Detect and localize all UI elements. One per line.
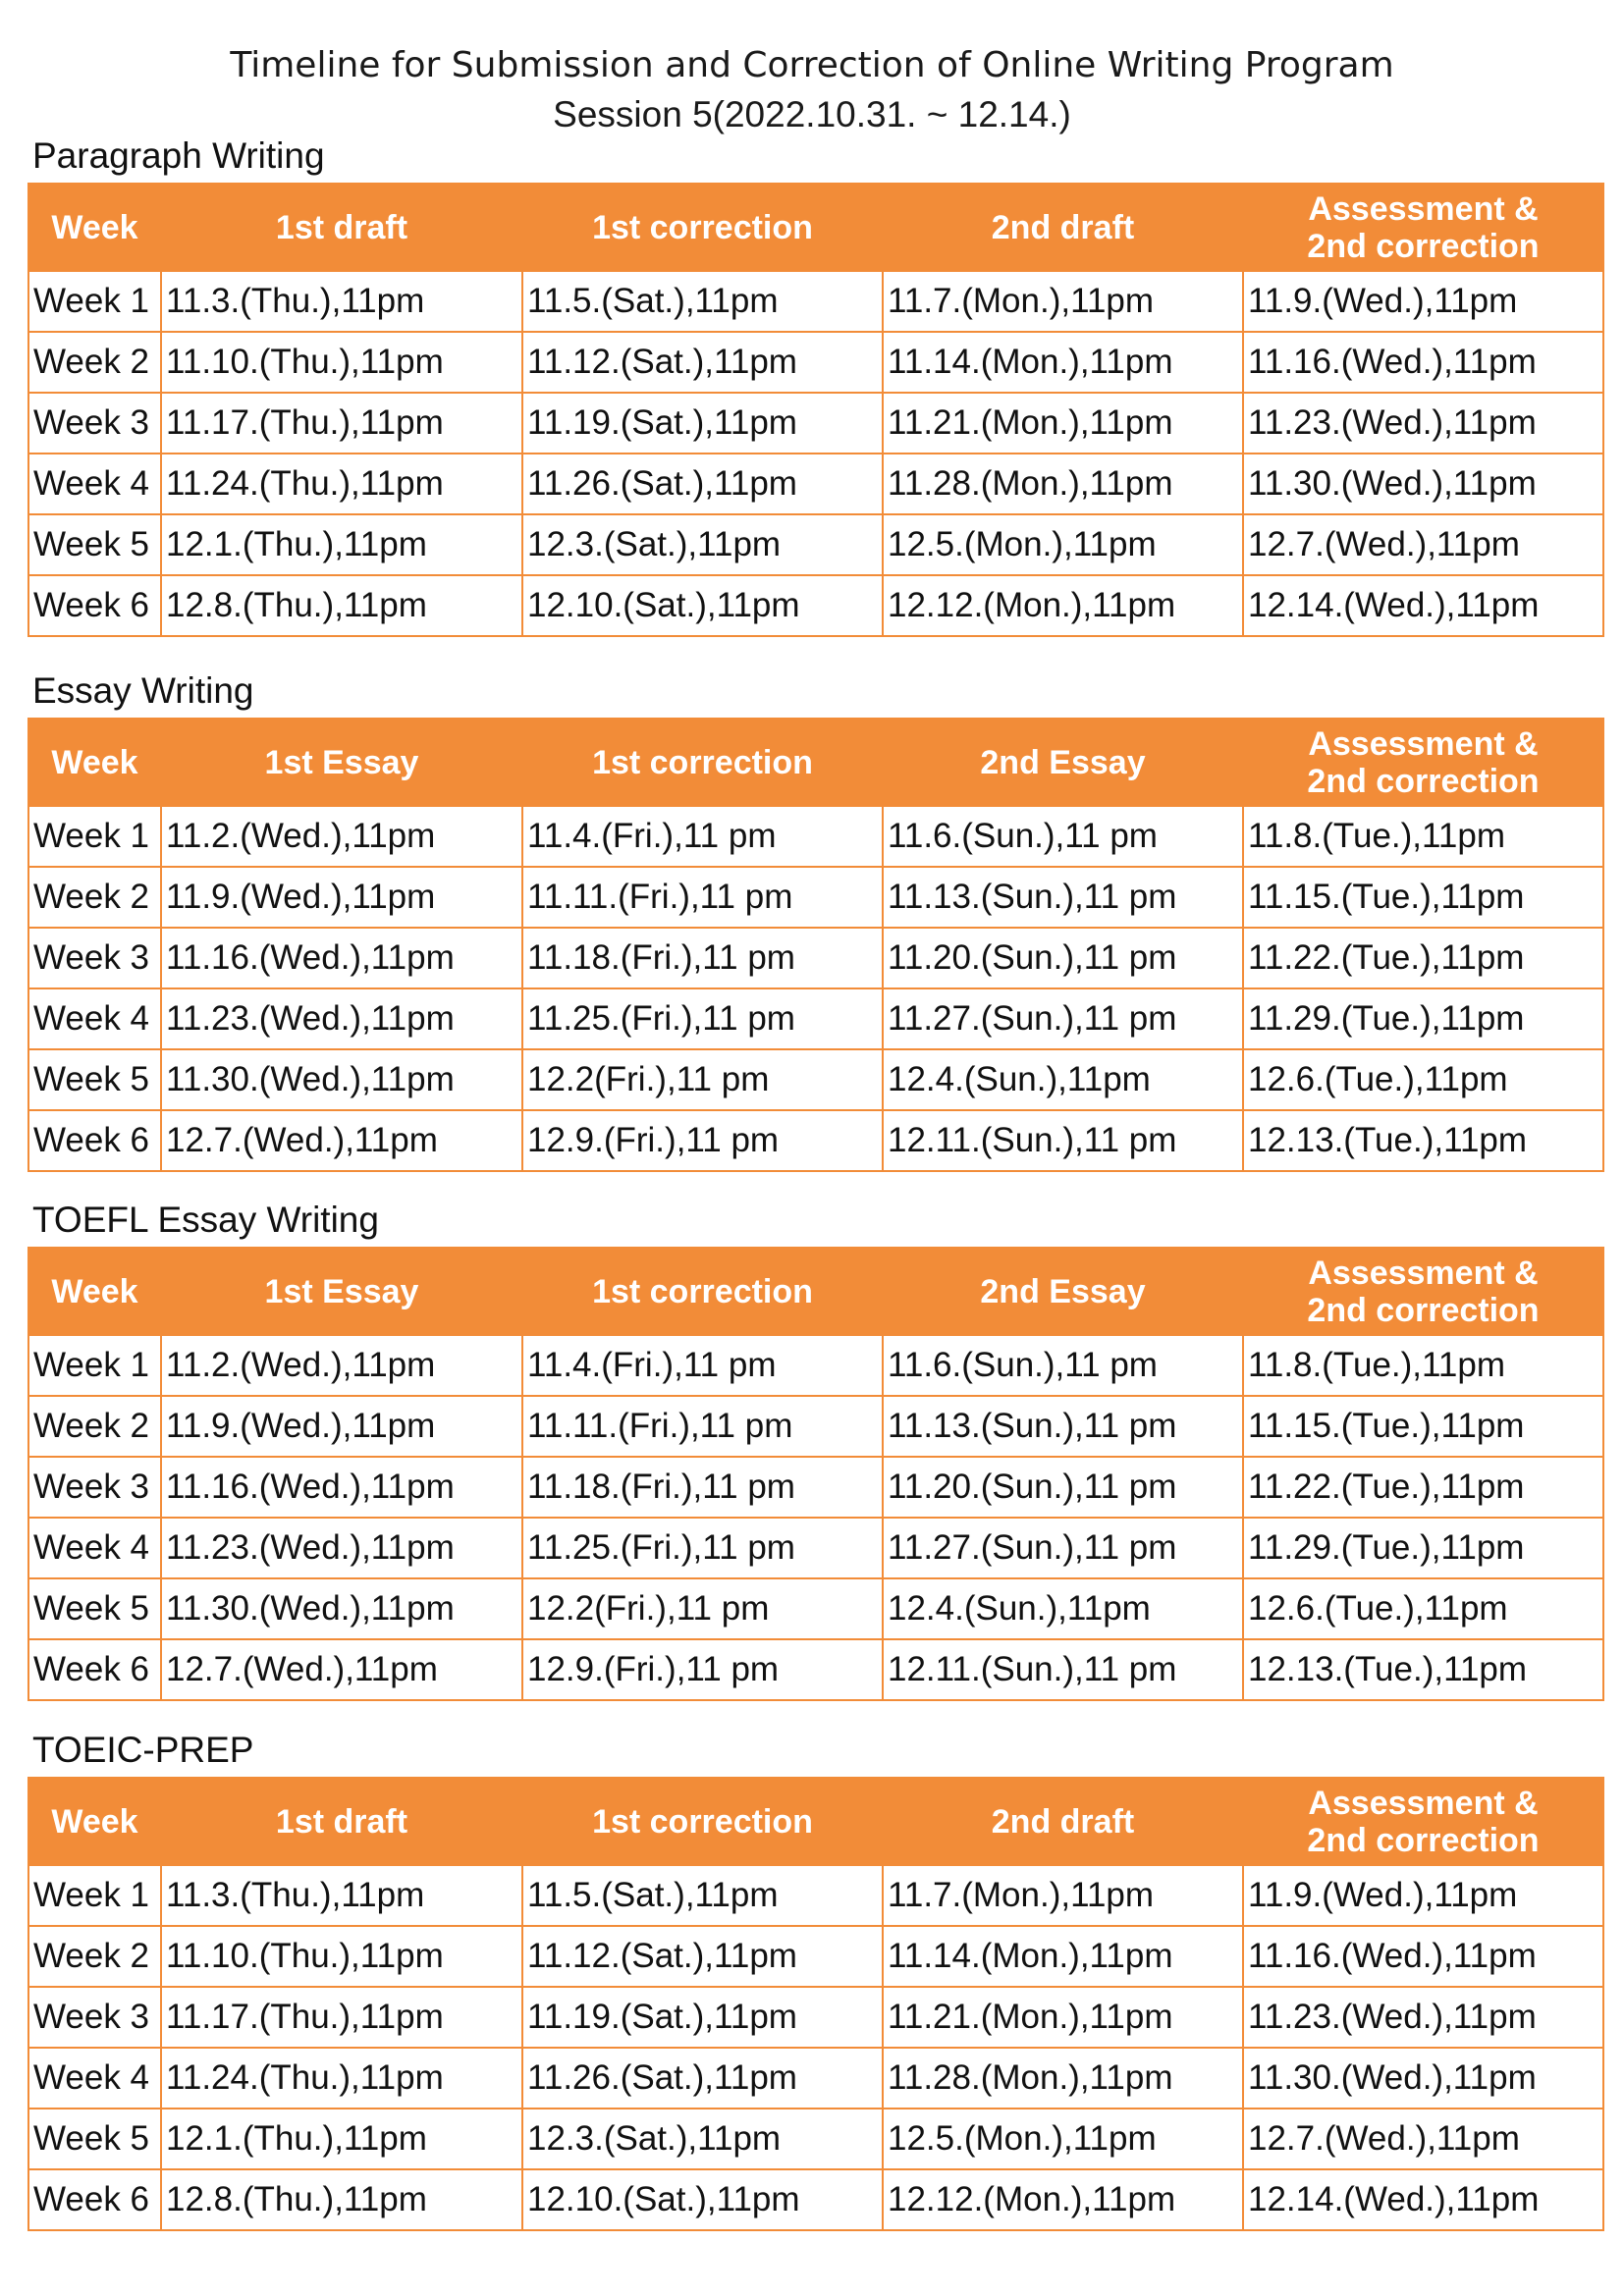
week-cell: Week 1 xyxy=(28,1335,161,1396)
deadline-cell: 11.30.(Wed.),11pm xyxy=(1243,454,1603,514)
column-header: 1st draft xyxy=(161,184,522,271)
deadline-cell: 11.9.(Wed.),11pm xyxy=(161,1396,522,1457)
deadline-cell: 11.5.(Sat.),11pm xyxy=(522,271,883,332)
deadline-cell: 11.22.(Tue.),11pm xyxy=(1243,928,1603,988)
deadline-cell: 11.14.(Mon.),11pm xyxy=(883,1926,1243,1987)
deadline-cell: 12.7.(Wed.),11pm xyxy=(161,1110,522,1171)
deadline-cell: 11.18.(Fri.),11 pm xyxy=(522,1457,883,1518)
deadline-cell: 11.23.(Wed.),11pm xyxy=(161,988,522,1049)
deadline-cell: 12.5.(Mon.),11pm xyxy=(883,2109,1243,2169)
deadline-cell: 11.25.(Fri.),11 pm xyxy=(522,988,883,1049)
header-row xyxy=(28,719,1603,806)
deadline-cell: 11.15.(Tue.),11pm xyxy=(1243,1396,1603,1457)
deadline-cell: 12.9.(Fri.),11 pm xyxy=(522,1639,883,1700)
deadline-cell: 12.6.(Tue.),11pm xyxy=(1243,1049,1603,1110)
deadline-cell: 12.3.(Sat.),11pm xyxy=(522,514,883,575)
table-row xyxy=(28,1926,1603,1987)
deadline-cell: 11.28.(Mon.),11pm xyxy=(883,454,1243,514)
week-cell: Week 1 xyxy=(28,271,161,332)
deadline-cell: 12.7.(Wed.),11pm xyxy=(1243,514,1603,575)
column-header-line: 2nd correction xyxy=(1307,762,1540,800)
week-cell: Week 4 xyxy=(28,2048,161,2109)
column-header-line: 2nd correction xyxy=(1307,1821,1540,1859)
column-header-line: 2nd correction xyxy=(1307,227,1540,265)
week-cell: Week 5 xyxy=(28,1578,161,1639)
column-header xyxy=(1243,719,1603,806)
week-cell: Week 5 xyxy=(28,514,161,575)
header-row xyxy=(28,184,1603,271)
deadline-cell: 12.3.(Sat.),11pm xyxy=(522,2109,883,2169)
column-header: 1st correction xyxy=(522,184,883,271)
week-cell: Week 2 xyxy=(28,332,161,393)
table-row xyxy=(28,271,1603,332)
column-header: 2nd Essay xyxy=(883,719,1243,806)
deadline-cell: 11.4.(Fri.),11 pm xyxy=(522,806,883,867)
section-title: TOEIC-PREP xyxy=(32,1730,254,1770)
deadline-cell: 12.13.(Tue.),11pm xyxy=(1243,1110,1603,1171)
table-row xyxy=(28,1578,1603,1639)
deadline-cell: 11.9.(Wed.),11pm xyxy=(161,867,522,928)
deadline-cell: 11.25.(Fri.),11 pm xyxy=(522,1518,883,1578)
column-header: Week xyxy=(28,1778,161,1865)
table-row xyxy=(28,1110,1603,1171)
deadline-cell: 11.8.(Tue.),11pm xyxy=(1243,806,1603,867)
table-row xyxy=(28,575,1603,636)
week-cell: Week 2 xyxy=(28,1396,161,1457)
column-header-line: Assessment & xyxy=(1308,1784,1539,1822)
deadline-cell: 11.13.(Sun.),11 pm xyxy=(883,867,1243,928)
deadline-cell: 11.17.(Thu.),11pm xyxy=(161,393,522,454)
column-header: 2nd draft xyxy=(883,1778,1243,1865)
table-row xyxy=(28,1639,1603,1700)
table-row xyxy=(28,332,1603,393)
deadline-cell: 11.7.(Mon.),11pm xyxy=(883,1865,1243,1926)
deadline-cell: 11.9.(Wed.),11pm xyxy=(1243,271,1603,332)
column-header: Week xyxy=(28,1248,161,1335)
deadline-cell: 11.19.(Sat.),11pm xyxy=(522,1987,883,2048)
deadline-cell: 11.28.(Mon.),11pm xyxy=(883,2048,1243,2109)
deadline-cell: 12.7.(Wed.),11pm xyxy=(1243,2109,1603,2169)
deadline-cell: 12.11.(Sun.),11 pm xyxy=(883,1110,1243,1171)
deadline-cell: 11.8.(Tue.),11pm xyxy=(1243,1335,1603,1396)
table-row xyxy=(28,2048,1603,2109)
table-row xyxy=(28,1987,1603,2048)
deadline-cell: 11.29.(Tue.),11pm xyxy=(1243,988,1603,1049)
deadline-cell: 11.23.(Wed.),11pm xyxy=(161,1518,522,1578)
deadline-cell: 11.23.(Wed.),11pm xyxy=(1243,393,1603,454)
table-row xyxy=(28,1518,1603,1578)
section-title: TOEFL Essay Writing xyxy=(32,1200,379,1240)
page-title: Timeline for Submission and Correction of Online Writing Program xyxy=(230,45,1394,85)
deadline-cell: 11.21.(Mon.),11pm xyxy=(883,393,1243,454)
deadline-cell: 11.30.(Wed.),11pm xyxy=(161,1578,522,1639)
column-header: 2nd draft xyxy=(883,184,1243,271)
column-header: 1st correction xyxy=(522,1778,883,1865)
week-cell: Week 3 xyxy=(28,928,161,988)
table-row xyxy=(28,514,1603,575)
deadline-cell: 11.3.(Thu.),11pm xyxy=(161,271,522,332)
week-cell: Week 4 xyxy=(28,454,161,514)
column-header: 2nd Essay xyxy=(883,1248,1243,1335)
week-cell: Week 4 xyxy=(28,988,161,1049)
deadline-cell: 11.30.(Wed.),11pm xyxy=(161,1049,522,1110)
table-row xyxy=(28,1457,1603,1518)
table-row xyxy=(28,1049,1603,1110)
session-subtitle: Session 5(2022.10.31. ~ 12.14.) xyxy=(553,94,1071,134)
table-row xyxy=(28,1335,1603,1396)
deadline-cell: 11.7.(Mon.),11pm xyxy=(883,271,1243,332)
column-header xyxy=(1243,1778,1603,1865)
deadline-cell: 12.1.(Thu.),11pm xyxy=(161,514,522,575)
deadline-cell: 11.20.(Sun.),11 pm xyxy=(883,1457,1243,1518)
deadline-cell: 11.10.(Thu.),11pm xyxy=(161,1926,522,1987)
deadline-cell: 11.12.(Sat.),11pm xyxy=(522,332,883,393)
schedule-table xyxy=(27,183,1604,637)
column-header: 1st Essay xyxy=(161,719,522,806)
header-row xyxy=(28,1778,1603,1865)
deadline-cell: 12.2(Fri.),11 pm xyxy=(522,1049,883,1110)
deadline-cell: 11.27.(Sun.),11 pm xyxy=(883,1518,1243,1578)
deadline-cell: 12.13.(Tue.),11pm xyxy=(1243,1639,1603,1700)
column-header: 1st correction xyxy=(522,719,883,806)
deadline-cell: 11.2.(Wed.),11pm xyxy=(161,806,522,867)
deadline-cell: 11.17.(Thu.),11pm xyxy=(161,1987,522,2048)
week-cell: Week 6 xyxy=(28,1639,161,1700)
deadline-cell: 11.16.(Wed.),11pm xyxy=(1243,1926,1603,1987)
table-row xyxy=(28,2109,1603,2169)
deadline-cell: 11.9.(Wed.),11pm xyxy=(1243,1865,1603,1926)
schedule-table xyxy=(27,1247,1604,1701)
deadline-cell: 11.29.(Tue.),11pm xyxy=(1243,1518,1603,1578)
deadline-cell: 12.9.(Fri.),11 pm xyxy=(522,1110,883,1171)
deadline-cell: 12.6.(Tue.),11pm xyxy=(1243,1578,1603,1639)
table-row xyxy=(28,867,1603,928)
table-row xyxy=(28,454,1603,514)
column-header xyxy=(1243,184,1603,271)
week-cell: Week 5 xyxy=(28,2109,161,2169)
deadline-cell: 11.6.(Sun.),11 pm xyxy=(883,1335,1243,1396)
table-row xyxy=(28,1865,1603,1926)
deadline-cell: 12.10.(Sat.),11pm xyxy=(522,575,883,636)
column-header: Week xyxy=(28,184,161,271)
section-title: Paragraph Writing xyxy=(32,135,325,176)
week-cell: Week 1 xyxy=(28,806,161,867)
week-cell: Week 2 xyxy=(28,867,161,928)
deadline-cell: 11.26.(Sat.),11pm xyxy=(522,2048,883,2109)
column-header-line: Assessment & xyxy=(1308,724,1539,763)
deadline-cell: 12.8.(Thu.),11pm xyxy=(161,575,522,636)
deadline-cell: 12.14.(Wed.),11pm xyxy=(1243,2169,1603,2230)
deadline-cell: 11.20.(Sun.),11 pm xyxy=(883,928,1243,988)
deadline-cell: 11.23.(Wed.),11pm xyxy=(1243,1987,1603,2048)
week-cell: Week 5 xyxy=(28,1049,161,1110)
deadline-cell: 11.16.(Wed.),11pm xyxy=(161,928,522,988)
deadline-cell: 11.24.(Thu.),11pm xyxy=(161,2048,522,2109)
week-cell: Week 3 xyxy=(28,1987,161,2048)
deadline-cell: 12.11.(Sun.),11 pm xyxy=(883,1639,1243,1700)
deadline-cell: 11.10.(Thu.),11pm xyxy=(161,332,522,393)
column-header: 1st Essay xyxy=(161,1248,522,1335)
table-row xyxy=(28,806,1603,867)
column-header-line: Assessment & xyxy=(1308,1254,1539,1292)
deadline-cell: 11.24.(Thu.),11pm xyxy=(161,454,522,514)
week-cell: Week 6 xyxy=(28,2169,161,2230)
schedule-table xyxy=(27,1777,1604,2231)
table-row xyxy=(28,1396,1603,1457)
deadline-cell: 12.14.(Wed.),11pm xyxy=(1243,575,1603,636)
column-header: 1st correction xyxy=(522,1248,883,1335)
deadline-cell: 11.15.(Tue.),11pm xyxy=(1243,867,1603,928)
deadline-cell: 11.6.(Sun.),11 pm xyxy=(883,806,1243,867)
deadline-cell: 11.13.(Sun.),11 pm xyxy=(883,1396,1243,1457)
week-cell: Week 4 xyxy=(28,1518,161,1578)
column-header-line: Assessment & xyxy=(1308,189,1539,228)
deadline-cell: 12.12.(Mon.),11pm xyxy=(883,2169,1243,2230)
deadline-cell: 12.7.(Wed.),11pm xyxy=(161,1639,522,1700)
deadline-cell: 11.16.(Wed.),11pm xyxy=(1243,332,1603,393)
week-cell: Week 6 xyxy=(28,575,161,636)
deadline-cell: 11.5.(Sat.),11pm xyxy=(522,1865,883,1926)
week-cell: Week 3 xyxy=(28,1457,161,1518)
table-row xyxy=(28,393,1603,454)
header-row xyxy=(28,1248,1603,1335)
deadline-cell: 11.3.(Thu.),11pm xyxy=(161,1865,522,1926)
deadline-cell: 11.11.(Fri.),11 pm xyxy=(522,867,883,928)
column-header: Week xyxy=(28,719,161,806)
deadline-cell: 11.22.(Tue.),11pm xyxy=(1243,1457,1603,1518)
week-cell: Week 2 xyxy=(28,1926,161,1987)
deadline-cell: 12.8.(Thu.),11pm xyxy=(161,2169,522,2230)
week-cell: Week 6 xyxy=(28,1110,161,1171)
deadline-cell: 11.19.(Sat.),11pm xyxy=(522,393,883,454)
deadline-cell: 11.26.(Sat.),11pm xyxy=(522,454,883,514)
deadline-cell: 12.5.(Mon.),11pm xyxy=(883,514,1243,575)
deadline-cell: 11.18.(Fri.),11 pm xyxy=(522,928,883,988)
deadline-cell: 11.11.(Fri.),11 pm xyxy=(522,1396,883,1457)
deadline-cell: 11.21.(Mon.),11pm xyxy=(883,1987,1243,2048)
table-row xyxy=(28,988,1603,1049)
section-title: Essay Writing xyxy=(32,670,254,711)
deadline-cell: 11.30.(Wed.),11pm xyxy=(1243,2048,1603,2109)
table-row xyxy=(28,2169,1603,2230)
schedule-table xyxy=(27,718,1604,1172)
week-cell: Week 3 xyxy=(28,393,161,454)
week-cell: Week 1 xyxy=(28,1865,161,1926)
deadline-cell: 11.4.(Fri.),11 pm xyxy=(522,1335,883,1396)
deadline-cell: 11.27.(Sun.),11 pm xyxy=(883,988,1243,1049)
deadline-cell: 12.1.(Thu.),11pm xyxy=(161,2109,522,2169)
deadline-cell: 12.4.(Sun.),11pm xyxy=(883,1049,1243,1110)
table-row xyxy=(28,928,1603,988)
deadline-cell: 11.12.(Sat.),11pm xyxy=(522,1926,883,1987)
deadline-cell: 12.12.(Mon.),11pm xyxy=(883,575,1243,636)
deadline-cell: 12.4.(Sun.),11pm xyxy=(883,1578,1243,1639)
deadline-cell: 11.14.(Mon.),11pm xyxy=(883,332,1243,393)
column-header xyxy=(1243,1248,1603,1335)
deadline-cell: 12.2(Fri.),11 pm xyxy=(522,1578,883,1639)
column-header-line: 2nd correction xyxy=(1307,1291,1540,1329)
deadline-cell: 12.10.(Sat.),11pm xyxy=(522,2169,883,2230)
deadline-cell: 11.16.(Wed.),11pm xyxy=(161,1457,522,1518)
deadline-cell: 11.2.(Wed.),11pm xyxy=(161,1335,522,1396)
column-header: 1st draft xyxy=(161,1778,522,1865)
